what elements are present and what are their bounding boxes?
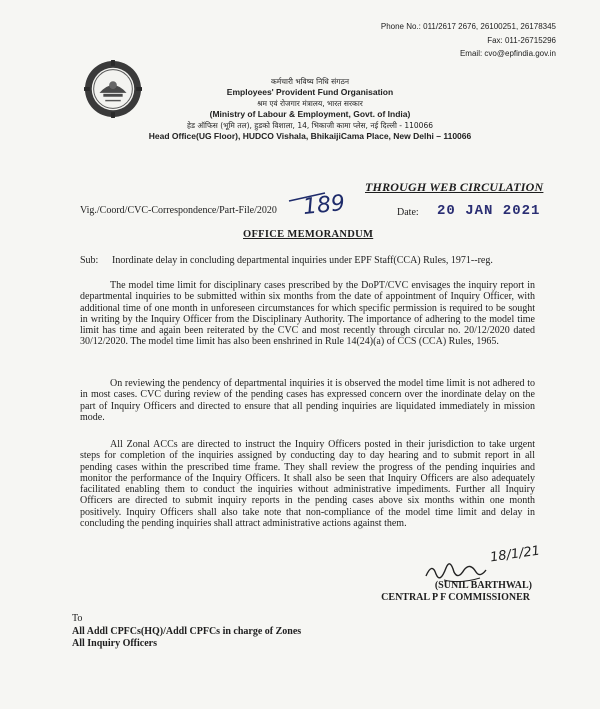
subject-text: Inordinate delay in concluding departmental inquiries under EPF Staff(CCA) Rules, 1971--reg. [112, 255, 493, 266]
ministry-hindi: श्रम एवं रोजगार मंत्रालय, भारत सरकार [257, 99, 363, 108]
file-reference: Vig./Coord/CVC-Correspondence/Part-File/2020 [80, 205, 277, 216]
date-stamp: 20 JAN 2021 [437, 203, 541, 219]
subject-line [80, 255, 493, 266]
email-line: Email: cvo@epfindia.gov.in [459, 49, 556, 58]
recipient-line: All Addl CPFCs(HQ)/Addl CPFCs in charge of Zones [72, 626, 302, 637]
signatory-designation: CENTRAL P F COMMISSIONER [381, 592, 530, 603]
recipient-line: All Inquiry Officers [72, 638, 157, 649]
phone-line: Phone No.: 011/2617 2676, 26100251, 26178345 [380, 22, 556, 31]
org-name-english: Employees' Provident Fund Organisation [226, 87, 394, 97]
paragraph-1: The model time limit for disciplinary cases prescribed by the DoPT/CVC envisages the inquiry report in departmental inquiries to be submitted within six months from the date of appointment of Inquiry Officer, with additional time of one month in unforeseen circumstances for which specific permission is required to be sought in writing by the Inquiry Officer from the Disciplinary Authority. The importance of adhering to the model time limit has time and again been reiterated by the CVC and most recently through circular no. 20/12/2020 dated 30/12/2020. The model time limit has also been enshrined in Rule 14(24)(a) of CCS (CCA) Rules, 1965. [80, 280, 535, 348]
memo-title: OFFICE MEMORANDUM [243, 229, 374, 240]
date-label: Date: [397, 207, 419, 218]
recipients-label: To [72, 613, 83, 624]
contact-block [381, 20, 556, 61]
paragraph-3: All Zonal ACCs are directed to instruct the Inquiry Officers posted in their jurisdiction to take urgent steps for completion of the inquiries assigned by conducting day to day hearing and to submit report in all pending cases within the prescribed time frame. They shall review the progress of the pending inquiries and monitor the performance of the Inquiry Officers. It shall also be seen that Inquiry Officers are also adequately facilitated enabling them to conduct the inquiries without administrative impediments. Further all Inquiry Officers are directed to submit inquiry reports in the pending cases above six months within one month positively. Inquiry Officers shall also take note that non-compliance of the model time limit and delay in concluding the pending inquiries shall attract administrative actions against them. [80, 439, 535, 530]
handwritten-signature-date: 18/1/21 [489, 543, 541, 566]
fax-line: Fax: 011-26715296 [487, 35, 556, 45]
handwritten-reference-number: 189 [301, 190, 347, 221]
circulation-heading: THROUGH WEB CIRCULATION [365, 180, 544, 194]
head-office-english: Head Office(UG Floor), HUDCO Vishala, BhikaijiCama Place, New Delhi – 110066 [148, 131, 472, 141]
org-name-hindi: कर्मचारी भविष्य निधि संगठन [271, 77, 349, 86]
ministry-english: (Ministry of Labour & Employment, Govt. of India) [209, 109, 411, 119]
organisation-header [150, 76, 470, 142]
head-office-hindi: हेड ऑफिस (भूमि तल), हुडको विशाला, 14, भिकाजी कामा प्लेस, नई दिल्ली - 110066 [187, 121, 433, 130]
paragraph-2: On reviewing the pendency of departmental inquiries it is observed the model time limit is not adhered to in most cases. CVC during review of the pending cases has expressed concern over the inordinate delay on the part of Inquiry Officers and directed to ensure that all pending inquiries are liquidated immediately in mission mode. [80, 378, 535, 423]
signatory-name: (SUNIL BARTHWAL) [434, 580, 532, 591]
epfo-emblem-icon [84, 60, 142, 118]
subject-label: Sub: [80, 255, 99, 266]
